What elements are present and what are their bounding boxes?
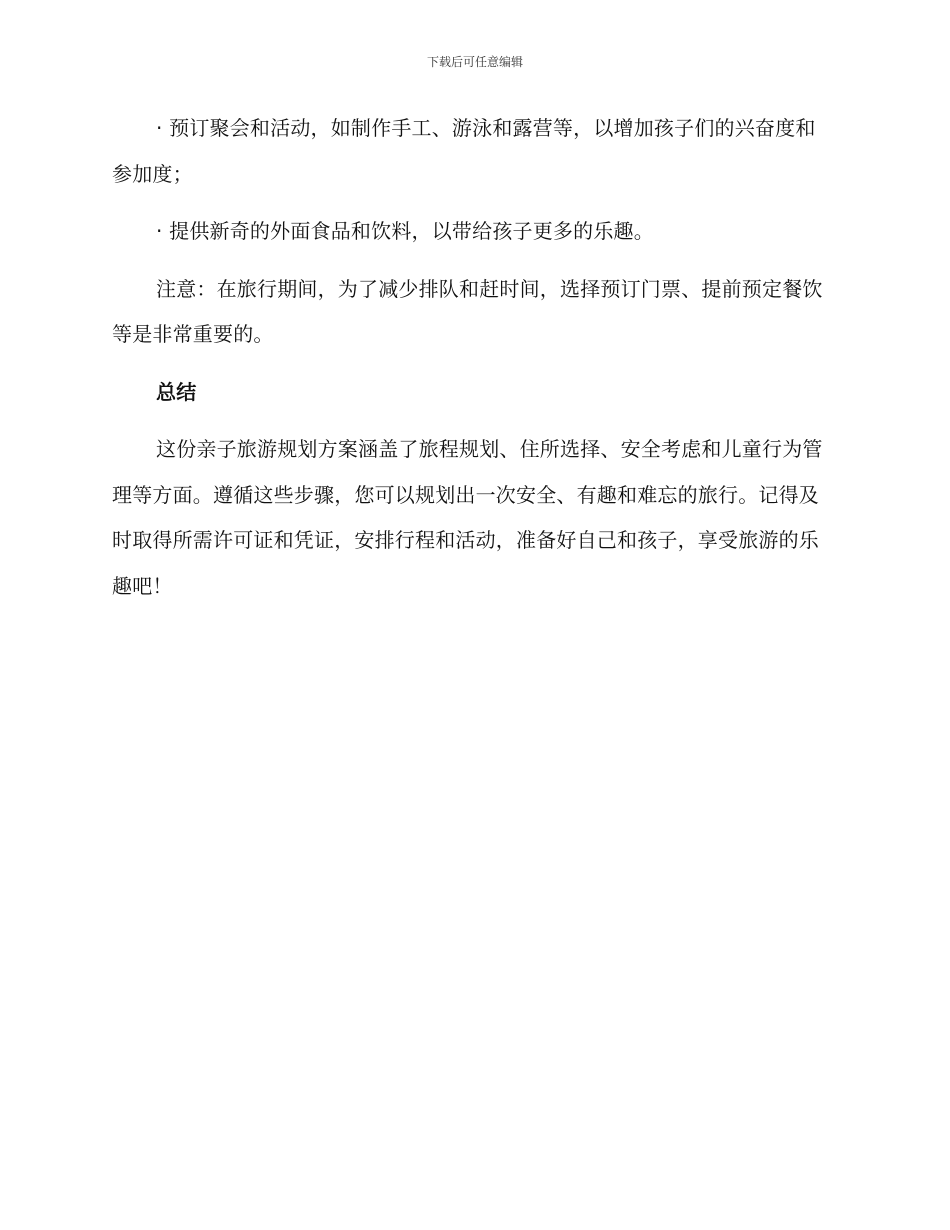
bullet-item-activities: · 预订聚会和活动，如制作手工、游泳和露营等，以增加孩子们的兴奋度和参加度； — [112, 116, 816, 186]
section-heading-summary: 总结 — [156, 379, 197, 404]
bullet-item-food: · 提供新奇的外面食品和饮料，以带给孩子更多的乐趣。 — [156, 219, 654, 243]
summary-paragraph: 这份亲子旅游规划方案涵盖了旅程规划、住所选择、安全考虑和儿童行为管理等方面。遵循这些步骤，您可以规划出一次安全、有趣和难忘的旅行。记得及时取得所需许可证和凭证，安排行程和活动，准备好自己和孩子，享受旅游的乐趣吧！ — [112, 437, 823, 598]
document-body — [112, 106, 834, 621]
page-header: 下载后可任意编辑 — [426, 55, 523, 69]
note-paragraph: 注意：在旅行期间，为了减少排队和赶时间，选择预订门票、提前预定餐饮等是非常重要的。 — [112, 276, 823, 346]
